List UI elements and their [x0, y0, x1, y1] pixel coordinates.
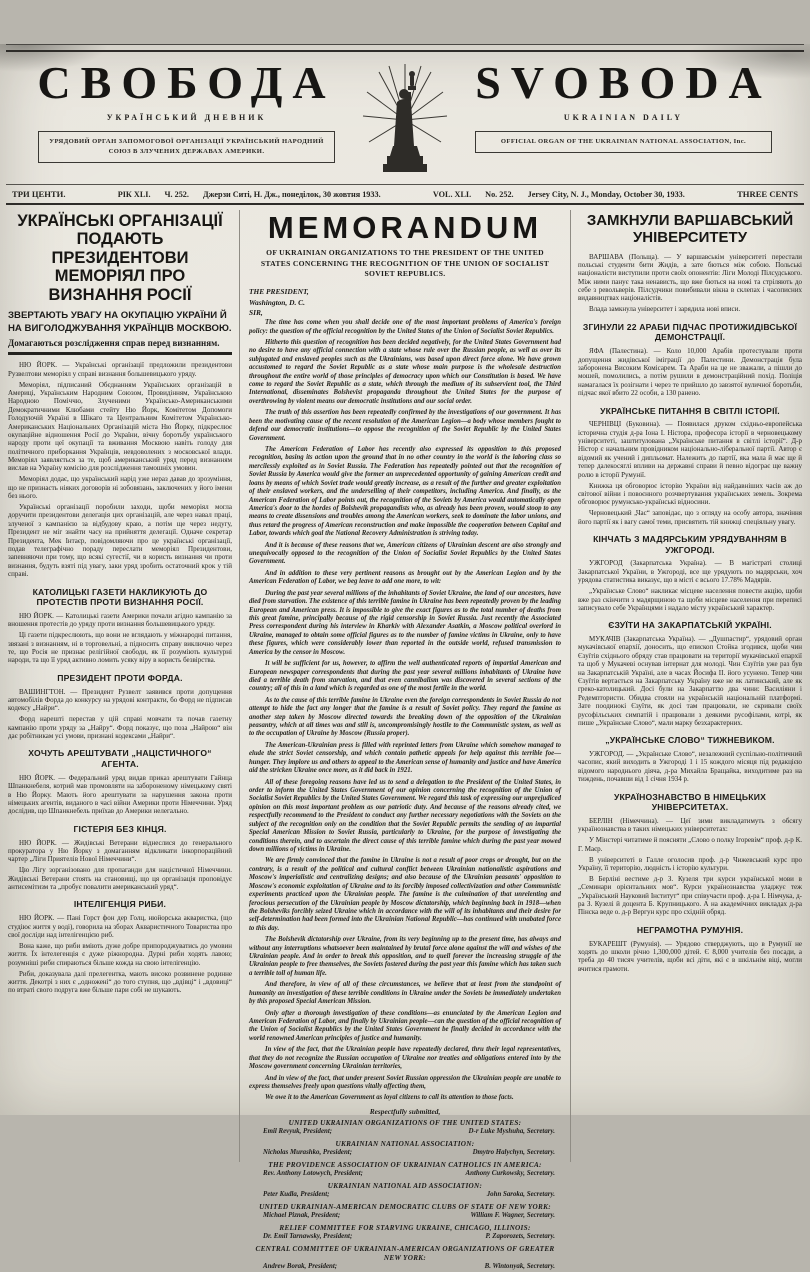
signature-president: Emil Revyuk, President; [263, 1127, 333, 1135]
article-headline: УКРАЇНСЬКІ ОРГАНІЗАЦІЇ ПОДАЮТЬ ПРЕЗИДЕНТОВИ МЕМОРІЯЛ ПРО ВИЗНАННЯ РОСІЇ [17, 212, 223, 304]
dateline-ukrainian [118, 190, 381, 199]
signature-organization: UKRAINIAN NATIONAL AID ASSOCIATION: [327, 1181, 483, 1190]
article-deck: ЗВЕРТАЮТЬ УВАГУ НА ОКУПАЦІЮ УКРАЇНИ Й НА ВИГОЛОДЖУВАННЯ УКРАЇНЦІВ МОСКВОЮ. [8, 310, 232, 334]
signature-secretary: B. Wintonyak, Secretary. [484, 1262, 555, 1270]
article [8, 824, 232, 892]
memorandum-paragraph: Hitherto this question of recognition has been decided negatively, for the United States Government had no desire to have any official connection with a state whose rule over the Russian people, as well as over its subjugated and enslaved peoples such as the Ukrainians, was based upon direct force alone. We have grown accustomed to regard the Soviet Republic as a state whose main purpose is the wholesale destruction throughout the entire world of those principles of democracy upon which our Constitution is based. We have come to regard the Soviet Republic as a state, which through the medium of its subservient tool, the Third International, disseminates Bolshevist propaganda throughout the United States for the purpose of overthrowing by violent means our democratic institutions and our social order. [249, 338, 561, 405]
article-paragraph: УЖГОРОД (Закарпатська Україна). — В магістраті столиці Закарпатської України, в Ужгороді, все ще урядують по мадярськи, хоч урядова статистика виказує, що в місті є всього 17.78% Мадярів. [578, 559, 802, 585]
signature-organization: UNITED UKRAINIAN-AMERICAN DEMOCRATIC CLUBS OF STATE OF NEW YORK: [259, 1202, 551, 1211]
official-organ-box-english: OFFICIAL ORGAN OF THE UKRAINIAN NATIONAL ASSOCIATION, Inc. [475, 131, 772, 153]
signature-block [249, 1203, 561, 1221]
article-paragraph: Українські організації поробили заходи, щоби меморіял могла доручити президентови делегація цих організацій, але через навал праці, злученої з кампанією за відбудову краю, а потім ще через недугу, Президент не міг знайти часу на прийняття делегації. Одначе секретар Президента, Мек Інтаєр, повідомляючи про це українські організації, подав телеграфічно пораду переслати меморіял Президентови, запевняючи при тому, що всякі сугестії, чи в користь визнання чи проти визнання, будуть взяті під увагу, заки уряд зробить остаточний крок у тій справі. [8, 503, 232, 579]
signature-organization: UNITED UKRAINIAN ORGANIZATIONS OF THE UNITED STATES: [288, 1118, 522, 1127]
article [8, 212, 232, 579]
article-paragraph: Вона каже, що риби вміють дуже добре припороджуватись до умовин життя. Їх інтелегенція є дуже ріжнородна. Дурні риби ходять лавою; розумніші риби спираються більше кожда на свою інтелігенцію. [8, 941, 232, 967]
signature-block [249, 1119, 561, 1137]
signature-organization: THE PROVIDENCE ASSOCIATION OF UKRAINIAN CATHOLICS IN AMERICA: [268, 1160, 542, 1169]
article-headline: УКРАЇНОЗНАВСТВО В НІМЕЦЬКИХ УНІВЕРСИТЕТАХ. [613, 791, 767, 813]
signature-president: Peter Kudla, President; [263, 1190, 330, 1198]
article-paragraph: УЖГОРОД. — „Українське Слово“, незалежний суспільно-політичний часопис, який виходить в Ужгороді 1 і 15 кождого місяця під редакцією відомого народнього діяча, д-ра Михайла Бращайка, виходитиме раз на тиждень, почавши від 1 січня 1934 р. [578, 750, 802, 784]
article [578, 792, 802, 917]
memorandum-paragraph: The truth of this assertion has been repeatedly confirmed by the investigations of our government. It has been the motivating cause of the recent resolution of the American Legion—a body whose members fought to defend our democratic institutions—to oppose the recognition of the Soviet Republic by the United States Government. [249, 409, 561, 442]
memorandum-closing: Respectfully submitted, [369, 1106, 441, 1116]
article-headline: УКРАЇНСЬКЕ ПИТАННЯ В СВІТЛІ ІСТОРІЇ. [600, 405, 780, 416]
article-paragraph: Меморіял додає, що український нарід уже нераз давав до зрозуміння, що не признасть ніяких договорів ні зобовязань, заключених у його імени без нього. [8, 475, 232, 501]
article-headline: КАТОЛИЦЬКІ ГАЗЕТИ НАКЛИКУЮТЬ ДО ПРОТЕСТІВ ПРОТИ ВИЗНАННЯ РОСІЇ. [32, 586, 208, 608]
signature-organization: RELIEF COMMITTEE FOR STARVING UKRAINE, CHICAGO, ILLINOIS: [279, 1223, 531, 1232]
signature-president: Nicholas Murashko, President; [263, 1148, 353, 1156]
memorandum-column [240, 210, 571, 1270]
signature-block [249, 1224, 561, 1242]
newspaper-subtitle-ukrainian: УКРАЇНСЬКИЙ ДНЕВНИК [106, 113, 267, 122]
article [578, 735, 802, 783]
memorandum-title: MEMORANDUM [267, 210, 543, 245]
signature-president: Dr. Emil Tarnawsky, President; [263, 1232, 353, 1240]
article-paragraph: ВАРШАВА (Польща). — У варшавськім університеті перестали польські студенти бити Жидів, а зате бються між собою. Польські націоналісти виступили проти своїх опонентів: Ліги Молоді Пілсудського. Між ними панує така ненависть, що вже бються на ножі та стріляють до себе з револьверів. Пілсудчики повибивали вікна в склепах і часописних видавництвах націоналістів. [578, 252, 802, 303]
memorandum-subtitle: OF UKRAINIAN ORGANIZATIONS TO THE PRESIDENT OF THE UNITED STATES CONCERNING THE RECOGNITION OF THE UNION OF SOCIALIST SOVIET REPUBLICS. [260, 248, 550, 279]
article-paragraph: У Мінстері читатиме й поясняти „Слово о полку Ігоревім“ проф. д-р К. Г. Маєр. [578, 836, 802, 853]
article [8, 899, 232, 994]
article-paragraph: Цю Лігу зорганізовано для пропаганди для націстичної Німеччини. Жидівські Ветерани стоять на становищі, що ця організація проповідує антисемітизм та „пробує повалити американський уряд“. [8, 866, 232, 892]
left-column [8, 210, 240, 1162]
signature-president: Rev. Anthony Lotowych, President; [263, 1169, 363, 1177]
article-paragraph: БУКАРЕШТ (Румунія). — Урядово стверджують, що в Румунії не ходять до школи річно 1,300,000 дітей. Є 8,000 учителів без посади, а треба до 40 тисяч учителів, щоби всі діти, які є в шкільнім віці, могли вчитися грамоти. [578, 939, 802, 973]
memorandum-paragraph: Only after a thorough investigation of these conditions—as enunciated by the American Legion and American Federation of Labor, and finally by Ukrainian people—can the question of the official recognition of the Union of Socialist Republics by the United States Government be finally decided in accordance with the world renowned American principles of justice and humanity. [249, 1009, 561, 1042]
signature-block [249, 1182, 561, 1200]
article-paragraph: Меморіял, підписаний Обєднанням Українських організацій в Америці, Українським Народним Союзом, Провидінням, Українською Народною Поміччю, Злученими Українсько-Американськими Демократичними Клюбами стейту Ню Йорк, Комітетом Допомоги Голодуючій Україні в Шікаго та Центральним Комітетом Українсько-Американських Національних Організацій міста Ню Йорку, підкреслює окупаційне відношення Росії до України, вічну боротьбу українського народу проти цеї окупації та вживання Москвою навіть голоду для політичного приборкання Українців, невдоволених з московської влади. Меморіял заявляється за те, щоб американський уряд перед визнанням вислав на Україну комісію для розслідження тамошніх умовин. [8, 380, 232, 473]
article-paragraph: БЕРЛІН (Німеччина). — Цеї зими викладатимуть з обсягу українознавства в таких німецьких університетах: [578, 817, 802, 834]
memorandum-addressee [249, 287, 561, 319]
article-paragraph: Влада замкнула університет і зарядила нові вписи. [589, 305, 741, 314]
article [578, 406, 802, 526]
signature-block [249, 1140, 561, 1158]
memorandum-paragraph: The Bolshevik dictatorship over Ukraine, from its very beginning up to the present time, has always and without any interruptions whatsoever been maintained by brutal force alone against the will and wishes of the Ukrainian people. And in order to break this opposition, and to quell forever the increasing struggle of the Ukrainian people to free themselves, the Soviets fostered during the past year this famine which has taken such a terrible toll of human life. [249, 936, 561, 977]
memorandum-paragraph: The American-Ukrainian press is filled with reprinted letters from Ukraine which somehow managed to elude the strict Soviet censorship, and which contain pathetic appeals for help against this terrible foe—hunger. They implore us and others to appeal to the American sense of humanity and justice and have America aid the stricken Ukraine once more, as it did back in 1921. [249, 741, 561, 775]
signature-organization: CENTRAL COMMITTEE OF UKRAINIAN-AMERICAN ORGANIZATIONS OF GREATER NEW YORK: [255, 1244, 555, 1262]
memorandum-paragraph: In view of the fact, that the Ukrainian people have repeatedly declared, thru their legal representatives, that they do not recognize the Russian occupation of Ukraine nor treaties and obligations entered into by the Moscow government concerning Ukrainian territories, [249, 1046, 561, 1071]
article-headline: ЗАМКНУЛИ ВАРШАВСЬКИЙ УНІВЕРСИТЕТУ [586, 212, 794, 247]
memorandum-paragraph: The time has come when you shall decide one of the most important problems of America's foreign policy: the question of the official recognition by the United States of the Union of Socialist Soviet Republics. [249, 319, 561, 335]
memorandum-paragraph: And in view of the fact, that under present Soviet Russian oppression the Ukrainian people are unable to express themselves freely upon questions vitally affecting them, [249, 1074, 561, 1090]
article-paragraph: МУКАЧІВ (Закарпатська Україна). — „Душпастир“, урядовий орган мукачівської епархії, доносить, що епископ Стойка згодився, щоби чин Єзуїтів східнього обряду став працювати на території мукачівської епархії та щоб у Мукачеві оснував інтернат для молоді. Чин Єзуїтів уже раз був на Закарпатській Україні, але в часах Йосифа II. його усунено. Тепер чин Єзуїтів вертається на Закарпатську Україну вже не як латинський, але як греко-католицький. Досі були на Закарпаттю два чини: Василіяни і Редемптористи. Обидва стояли на українській національній платформі. Зате поодинокі Єзуїти, як досі там працювали, не скривали своїх русофільських симпатій і працювали з деякими русофілами, котрі, як пише „Українське Слово“, мали марку безхарактерних. [578, 635, 802, 727]
article [8, 673, 232, 741]
price-english: THREE CENTS [737, 189, 798, 199]
memorandum-addressee-line: THE PRESIDENT, [249, 286, 309, 296]
article [8, 748, 232, 815]
masthead-center [359, 58, 451, 176]
masthead-ukrainian [14, 58, 359, 163]
article [578, 322, 802, 398]
article-paragraph: НЮ ЙОРК. — Українські організації предложили президентови Рузвелтови меморіял у справі визнання большевицького уряду. [8, 361, 232, 378]
newspaper-page [0, 44, 810, 1270]
article-paragraph: Форд нарешті перестав у цій справі мовчати та почав газетну кампанію проти уряду за „Найру“. Форд показує, що поза „Найрою“ він дає робітникам усі умови, признані кодексами „Найри“. [8, 715, 232, 741]
article-paragraph: НЮ ЙОРК. — Католицькі газети Америки почали агідно кампанію за вношення протестів до уряду проти визнання большевицького уряду. [8, 612, 232, 629]
article [578, 925, 802, 973]
memorandum-signatures [249, 1119, 561, 1272]
dateline [6, 184, 804, 205]
article-headline: „УКРАЇНСЬКЕ СЛОВО“ ТИЖНЕВИКОМ. [605, 735, 775, 746]
volume-ukrainian: РІК XLI. [117, 189, 151, 199]
article [578, 620, 802, 727]
article-paragraph: НЮ ЙОРК. — Жидівські Ветерани віднеслися до генерального прокуратора у Ню Йорку з домаганням відкликати інкорпораційний чартер „Ліги Приятелів Нової Німеччини“. [8, 838, 232, 864]
article-headline: ХОЧУТЬ АРЕШТУВАТИ „НАЦІСТИЧНОГО“ АГЕНТА. [28, 748, 212, 770]
signature-officers [249, 1233, 561, 1242]
signature-officers [249, 1191, 561, 1200]
volume-english: VOL. XLI. [432, 189, 472, 199]
article-paragraph: В Берліні вестиме д-р З. Кузеля три курси української мови в „Семинари орієнтальних мов“. Курси українознавства уладжує теж „Український Науковий Інститут“ при співучасти проф. д-ра І. Німчука, д-ра З. Кузелі й доцента Б. Крупницького. А на академічних викладах д-ра Пінска веде о. д-р Вергун курс про східній обряд. [578, 874, 802, 917]
signature-secretary: D-r Luke Myshuha, Secretary. [468, 1127, 555, 1135]
newspaper-title-english: SVOBODA [475, 57, 772, 108]
article-headline: ГІСТЕРІЯ БЕЗ КІНЦЯ. [73, 823, 167, 834]
masthead [0, 52, 810, 176]
newspaper-title-ukrainian: СВОБОДА [37, 57, 336, 108]
memorandum-body [249, 319, 561, 1103]
article [578, 534, 802, 612]
signature-secretary: Dmytro Halychyn, Secretary. [472, 1148, 555, 1156]
signature-organization: UKRAINIAN NATIONAL ASSOCIATION: [335, 1139, 475, 1148]
signature-officers [249, 1128, 561, 1137]
signature-secretary: Anthony Curkowsky, Secretary. [465, 1169, 555, 1177]
memorandum-paragraph: We owe it to the American Government as loyal citizens to call its attention to those facts. [265, 1094, 514, 1102]
memorandum-paragraph: And therefore, in view of all of these circumstances, we believe that at least from the standpoint of humanity an investigation of these terrible conditions in Ukraine under the Soviets be immediately undertaken by this proposed Special American Mission. [249, 981, 561, 1006]
article-paragraph: Книжка ця обговорює історію України від найдавніших часів аж до світової війни і повоєнного розчвертування українських земель. Зокрема обговорює румунсько-українські відносини. [578, 481, 802, 507]
page-columns [0, 205, 810, 1270]
signature-officers [249, 1170, 561, 1179]
article-paragraph: В університеті в Галле оголосив проф. д-р Чижевський курс про Україну, її територію, людність і історію культури. [578, 855, 802, 873]
dateline-english [433, 190, 685, 199]
memorandum-paragraph: We are firmly convinced that the famine in Ukraine is not a result of poor crops or drought, but on the contrary, is a result of the political and cultural conflict between Ukrainian nationalistic aspirations and Moscow's imperialistic and centralizing designs; and also because of the Ukrainian peasants' opposition to Moscow's economic exploitation of Ukraine and to its forcibly imposed collectivization and other Communistic experiments practiced upon the Ukrainian people. The famine is the culmination of that unrelenting and ferocious persecution of the Ukrainian people by Moscow dictatorship, which beginning back in 1918—when the Bolsheviks forcibly seized Ukraine which in accordance with the will of its inhabitants and their desire for self-determination had been formed into the Ukrainian National Republic—has continued with unabated force to this day. [249, 857, 561, 932]
memorandum-paragraph: During the past year several millions of the inhabitants of Soviet Ukraine, the land of our ancestors, have died from starvation. The existence of this terrible famine in Ukraine has been repeatedly proven by the leading European and American press. It is impossible to give the exact figures as to the total number of deaths from this great famine, principally because of the rigid censorship in Soviet Russia. Just recently the Associated Press correspondent during his interview in Kharkiv with Alexander Asatkin, a Moscow political overlord in Ukraine, managed to obtain some official figures as to the number of famine victims in Ukraine, only to have these figures, which were considerably lower than reported in the outside world, refused transmission to America by the censor in Moscow. [249, 589, 561, 656]
signature-block [249, 1161, 561, 1179]
masthead-top-rule [6, 44, 804, 52]
article-subdeck: Домагаються розслідження справ перед визнанням. [8, 338, 232, 355]
statue-of-liberty-icon [359, 58, 451, 176]
memorandum-paragraph: And in addition to these very pertinent reasons as brought out by the American Legion and by the American Federation of Labor, we beg leave to add one more, to wit: [249, 569, 561, 586]
signature-officers [249, 1149, 561, 1158]
memorandum-paragraph: And it is because of these reasons that we, American citizens of Ukrainian descent are also strongly and unequivocally opposed to the recognition of the Union of Socialist Soviet Republics by the United States Government. [249, 541, 561, 566]
right-column [571, 210, 802, 1162]
signature-block [249, 1245, 561, 1272]
memorandum-addressee-line: Washington, D. C. [249, 297, 305, 307]
official-organ-box-ukrainian: УРЯДОВИЙ ОРГАН ЗАПОМОГОВОЇ ОРГАНІЗАЦІЇ УКРАЇНСЬКИЙ НАРОДНИЙ СОЮЗ В ЗЛУЧЕНИХ ДЕРЖАВАХ АМЕРИКИ. [38, 131, 335, 163]
memorandum-addressee-line: SIR, [249, 308, 263, 318]
masthead-english [451, 58, 796, 153]
article-paragraph: НЮ ЙОРК. — Федеральний уряд видав приказ арештувати Гайнца Шпанкнебеля, котрий мав промовляти на забороненому німецькому святі в Ню Йорку. Мають його арештувати за нарушення закона проти німецьких агентів, виданого в часі війни Америки проти Німеччини. Уряд дослідив, що Шпанкнебель приїхав до Америки нелегально. [8, 773, 232, 816]
signature-officers [249, 1263, 561, 1272]
article-paragraph: Ці газети підкреслюють, що вони не вглядають у міжнародні питання, звязані з визнанням, ні в торговельні, а підносить справу виключно через те, що Росія не признає релігійної свободи, як її розуміють культурні народи, та що її уряд активно ломить усяку віру в користь безвірства. [8, 631, 232, 665]
article [578, 212, 802, 314]
signature-secretary: P. Zaporozets, Secretary. [485, 1232, 555, 1240]
memorandum-paragraph: All of these foregoing reasons have led us to send a delegation to the President of the United States, in order to inform the United States Government of our opinion concerning the recognition of the Union of Socialist Soviet Republics by the United States Government. We regard this task of expressing our unprejudiced opinion on this most important problem as our patriotic duty. And because of the reasons already cited, we respectfully recommend to the President to conduct any further necessary negotiations with the Soviets on the subject of the recognition only on the condition that the Soviet Republic permits the sending of an impartial Special American Mission to Soviet Russia, particularly to Ukraine, for the purpose of investigating the conditions therein, and to ascertain the direct cause of this terrible famine which during the past year mowed down millions of victims in Ukraine. [249, 778, 561, 853]
issue-english: No. 252. [485, 189, 514, 199]
article-paragraph: ВАШИНГТОН. — Президент Рузвелт заявився проти допущення автомобілів Форда до конкурсу на урядові контракти, бо Форд не підписав кодексу „Найри“. [8, 687, 232, 713]
memorandum-paragraph: The American Federation of Labor has recently also expressed its opposition to this proposed recognition, basing its action upon the ground that in no other country in the world is the laboring class so mercilessly exploited as in Soviet Russia. The Federation has repeatedly pointed out that the recognition of Soviet Russia by America would give the former an unprecedented opportunity of gaining American credit and loans by means of which Soviet trade would greatly increase, as a result of the further and greater exploitation of their enslaved workers, and the underselling of their competitors, including America. And finally, as the American Federation of Labor points out, the recognition of the Soviets by America would automatically open America's door to the hordes of Bolshevik propagandists who, as already has been proven, would stoop to any means to create dissensions and troubles among the American workers, seek to dominate the labor unions, and thus retard the progress of American reconstruction and make impossible the cooperation between Capital and Labor, towards which goal the National Recovery Administration is striving today. [249, 445, 561, 538]
signature-president: Michael Piznak, President; [263, 1211, 341, 1219]
article-headline: НЕГРАМОТНА РУМУНІЯ. [636, 924, 744, 935]
signature-secretary: John Saroka, Secretary. [486, 1190, 555, 1198]
article-headline: ПРЕЗИДЕНТ ПРОТИ ФОРДА. [57, 672, 183, 683]
article-paragraph: НЮ ЙОРК. — Пані Горст фон дер Голц, нюйорська акваристка, (що студіює життя у воді), говорила на зборах Акваристичного Товариства про свої досліди над інтелігенцією риб. [8, 914, 232, 939]
newspaper-subtitle-english: UKRAINIAN DAILY [563, 113, 684, 122]
article-headline: ЗГИНУЛИ 22 АРАБИ ПІДЧАС ПРОТИЖИДІВСЬКОЇ ДЕМОНСТРАЦІЇ. [582, 321, 798, 343]
signature-president: Andrew Borak, President; [263, 1262, 338, 1270]
place-date-english: Jersey City, N. J., Monday, October 30, 1933. [527, 189, 685, 199]
issue-ukrainian: Ч. 252. [164, 189, 189, 199]
signature-secretary: William F. Wagner, Secretary. [470, 1211, 555, 1219]
article-paragraph: „Українське Слово“ накликає місцеве населення повести акцію, щоби вже раз скінчити з мадярщиною та щоби місцеве населення при переписі записувало себе Українцями і надало місту український характер. [578, 587, 802, 612]
article [8, 587, 232, 665]
article-headline: ІНТЕЛІГЕНЦІЯ РИБИ. [73, 899, 167, 910]
place-date-ukrainian: Джерзи Ситі, Н. Дж., понеділок, 30 жовтня 1933. [202, 189, 381, 199]
article-paragraph: ЯФА (Палестина). — Коло 10,000 Арабів протестували проти допущення жидівської іміграції до Палестини. Демонстрація була заборонена Високим Комісарем. Та Араби на це не зважали, а пішли до мошей, помолились, а потім рушили в демонстраційний похід. Поліція намагалася їх розігнати і через те прийшло до завзятої вуличної боротьби, підчас якої вбито 22 особи, а 130 ранено. [578, 347, 802, 398]
article-headline: КІНЧАТЬ З МАДЯРСЬКИМ УРЯДУВАННЯМ В УЖГОРОДІ. [593, 533, 787, 555]
article-paragraph: Черновецький „Час“ заповідає, що з огляду на особу автора, значіння його партії як і вагу самої теми, присвятить тій книжці спеціяльну увагу. [578, 509, 802, 526]
memorandum-paragraph: It will be sufficient for us, however, to affirm the well authenticated reports of impartial American and European newspaper correspondents that during the past year several millions inhabitants of Ukraine have died a terrible death from starvation, and that even cannibalism was discovered in several sections of the country; all of this in a land which is regarded as one of the most fertile in the world. [249, 660, 561, 693]
article-paragraph: ЧЕРНІВЦІ (Буковина). — Появилася друком східньо-европейська історична студія д-ра Іона І. Ністора, професора історії в черновецькому університеті, заштитулована „Українське питання в світлі історії“. Д-р Ністор є начальним провідником національно-ліберальної партії. Автор є відомий як учений і дипльомат. Належить до партії, яка мала й має ще й тепер далекосяглі впливи на державні справи й певно відограє ще важну ролю в історії Румунії. [578, 420, 802, 479]
price-ukrainian: ТРИ ЦЕНТИ. [12, 189, 66, 199]
memorandum-paragraph: As to the cause of this terrible famine in Ukraine even the foreign correspondents in Soviet Russia do not attempt to hide the fact any longer that the famine is a result of Soviet policy. They regard the famine as another step taken by Moscow directed towards the breaking down of the opposition of the Ukrainian peasantry, which at all times was and still is, uncompromisingly hostile to the Communistic system, as well as to the occupation of Ukraine by Moscow (Russia proper). [249, 696, 561, 738]
article-headline: ЄЗУЇТИ НА ЗАКАРПАТСЬКІЙ УКРАЇНІ. [608, 620, 772, 631]
signature-officers [249, 1212, 561, 1221]
article-paragraph: Риби, доказувала далі прелегентка, мають високо розвинене родинне життя. Декотрі з них є „одножені“ до того ступня, що „вдівці“ і „вдовиці“ по втраті свого подруга вже більше пари собі не шукають. [8, 969, 232, 995]
